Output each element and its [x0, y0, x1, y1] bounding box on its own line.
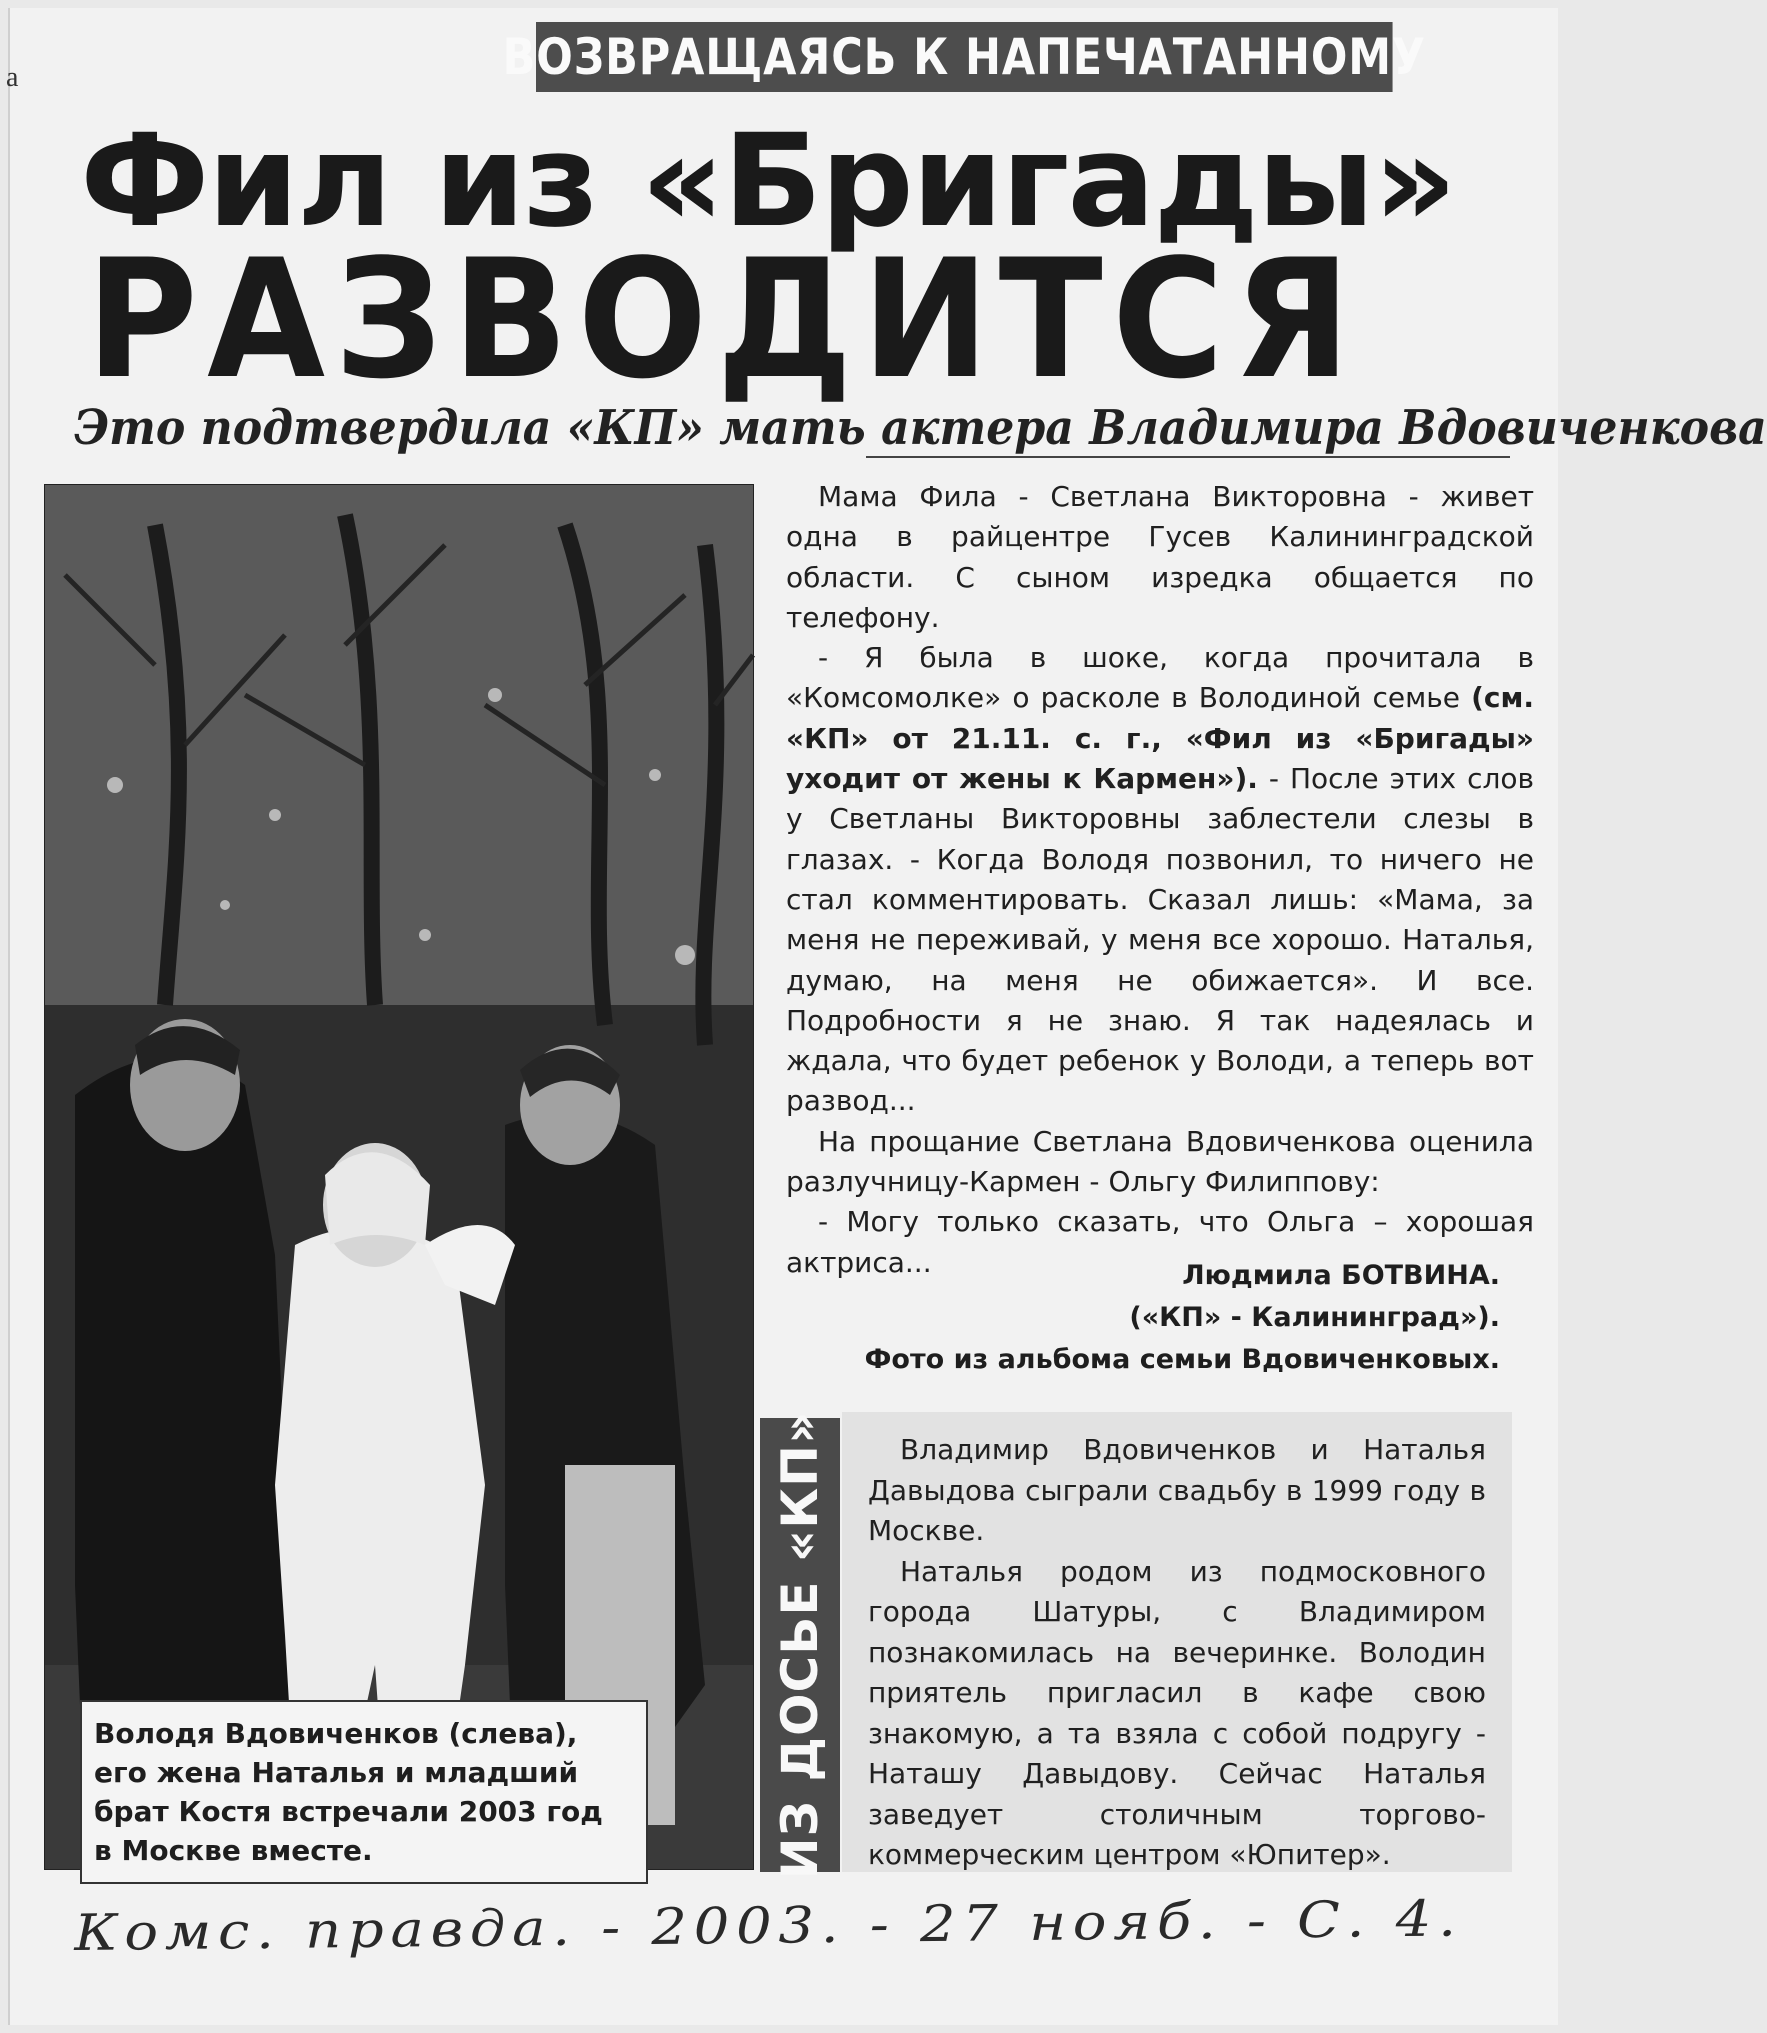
headline-line-1: Фил из «Бригады» [80, 107, 1456, 256]
dossier-paragraph-2: Наталья родом из подмосковного города Шатуры, с Владимиром познакомилась на вечеринке. Володин приятель пригласил в кафе свою знакомую, а та взяла с собой подругу - Наташу Давыдову. Сейчас Наталья заведует столичным торгово-коммерческим центром «Юпитер». [868, 1554, 1486, 1871]
byline [865, 1255, 1500, 1381]
article-p2-start: - Я была в шоке, когда прочитала в «Комсомолке» о расколе в Володиной семье [786, 641, 1534, 715]
dossier-label [760, 1410, 840, 1880]
byline-bureau: («КП» - Калининград»). [1129, 1302, 1500, 1333]
dossier-box [842, 1412, 1512, 1872]
article-paragraph-3: На прощание Светлана Вдовиченкова оценила разлучницу-Кармен - Ольгу Филиппову: [786, 1124, 1534, 1199]
handwritten-source-note: Комс. правда. - 2003. - 27 нояб. - С. 4. [74, 1889, 1463, 1962]
caption-line-3: брат Костя встречали 2003 год [94, 1795, 603, 1828]
article-paragraph-1: Мама Фила - Светлана Викторовна - живет одна в райцентре Гусев Калининградской области. С сыном изредка общается по телефону. [786, 480, 1534, 634]
family-photo [44, 484, 754, 1870]
article-body [786, 477, 1534, 1283]
photo-credit: Фото из альбома семьи Вдовиченковых. [864, 1344, 1500, 1375]
subheadline-underline [866, 456, 1510, 458]
article-p2-reference: (см. «КП» от 21.11. с. г., «Фил из «Бригады» уходит от жены к Кармен»). [786, 681, 1534, 796]
photo-caption [80, 1700, 648, 1884]
subheadline: Это подтвердила «КП» мать актера Владимира Вдовиченкова [74, 400, 1767, 456]
dossier-label-text: ИЗ ДОСЬЕ «КП» [771, 1410, 829, 1880]
article-paragraph-4: - Могу только сказать, что Ольга – хорошая актриса... [786, 1205, 1534, 1279]
caption-line-1: Володя Вдовиченков (слева), [94, 1717, 578, 1750]
dossier-paragraph-1: Владимир Вдовиченков и Наталья Давыдова сыграли свадьбу в 1999 году в Москве. [868, 1433, 1486, 1547]
article-paragraph-2 [786, 638, 1534, 1122]
byline-author: Людмила БОТВИНА. [1182, 1260, 1500, 1291]
article-p2-end: - После этих слов у Светланы Викторовны заблестели слезы в глазах. - Когда Володя позвонил, то ничего не стал комментировать. Сказал лишь: «Мама, за меня не переживай, у меня все хорошо. Наталья, думаю, на меня не обижается». И все. Подробности я не знаю. Я так надеялась и ждала, что будет ребенок у Володи, а теперь вот развод... [786, 762, 1534, 1118]
caption-line-2: его жена Наталья и младший [94, 1756, 579, 1789]
caption-line-4: в Москве вместе. [94, 1834, 373, 1867]
rubric-banner: ВОЗВРАЩАЯСЬ К НАПЕЧАТАННОМУ [536, 22, 1393, 92]
headline-line-2: РАЗВОДИТСЯ [86, 224, 1360, 415]
corner-mark: а [6, 62, 19, 93]
family-photo-illustration [45, 485, 753, 1869]
